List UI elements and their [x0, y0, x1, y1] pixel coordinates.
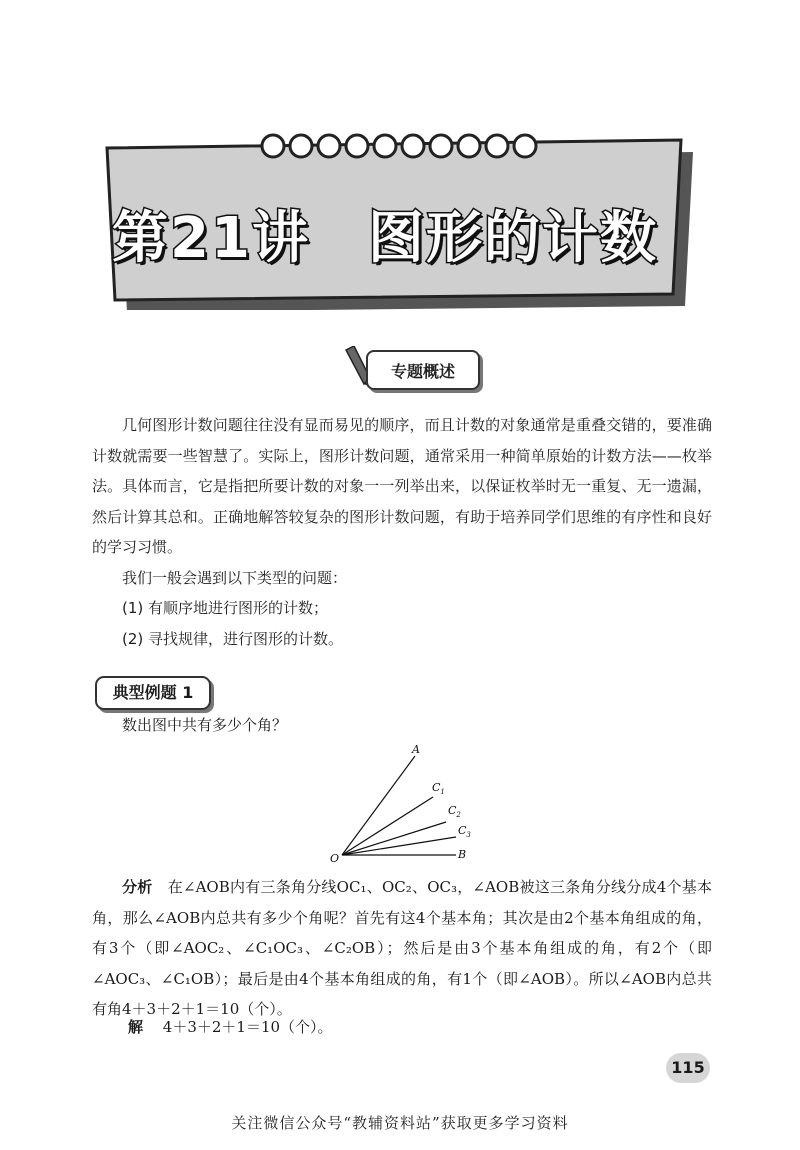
label-O: O: [330, 852, 340, 865]
example-tag: [95, 676, 211, 710]
page-number: 115: [666, 1053, 710, 1083]
chapter-banner: [105, 130, 697, 310]
solution-label: 解: [128, 1018, 144, 1036]
label-B: B: [458, 848, 467, 861]
intro-lead: 我们一般会遇到以下类型的问题：: [122, 568, 348, 587]
list-item: (2) 寻找规律，进行图形的计数。: [122, 629, 344, 648]
solution-line: [128, 1016, 333, 1037]
footer-note: 关注微信公众号“教辅资料站”获取更多学习资料: [231, 1114, 569, 1132]
solution-text: 4＋3＋2＋1＝10（个）。: [162, 1018, 333, 1036]
example-tag-label: 典型例题 1: [112, 683, 194, 702]
ray-OC1: [342, 797, 433, 855]
analysis-text: 在∠AOB内有三条角分线OC₁、OC₂、OC₃，∠AOB被这三条角分线分成4个基本角，那么∠AOB内总共有多少个角呢？首先有这4个基本角；其次是由2个基本角组成的角，有3个（即∠AOC₂、∠C₁OC₃、∠C₂OB）；然后是由3个基本角组成的角，有2个（即∠AOC₃、∠C₁OB）；最后是由4个基本角组成的角，有1个（即∠AOB）。所以∠AOB内总共有角4＋3＋2＋1＝10（个）。: [92, 878, 712, 1018]
list-item: (1) 有顺序地进行图形的计数；: [122, 599, 329, 617]
label-C2: $C_2$: [448, 804, 461, 819]
section-label: 专题概述: [390, 362, 455, 381]
label-C3: $C_3$: [458, 824, 471, 839]
ray-OC2: [342, 822, 446, 855]
angle-figure: [320, 740, 490, 870]
example-question: 数出图中共有多少个角？: [122, 716, 288, 734]
ray-OA: [342, 756, 415, 855]
chapter-title: 第21讲 图形的计数: [112, 206, 658, 271]
intro-block: [92, 410, 712, 654]
intro-paragraph: 几何图形计数问题往往没有显而易见的顺序，而且计数的对象通常是重叠交错的，要准确计数就需要一些智慧了。实际上，图形计数问题，通常采用一种简单原始的计数方法——枚举法。具体而言，它是指把所要计数的对象一一列举出来，以保证枚举时无一重复、无一遗漏，然后计算其总和。正确地解答较复杂的图形计数问题，有助于培养同学们思维的有序性和良好的学习习惯。: [92, 416, 712, 556]
label-A: A: [412, 743, 420, 756]
ray-OC3: [342, 837, 456, 855]
label-C1: $C_1$: [432, 781, 445, 796]
analysis-block: [92, 872, 712, 1025]
analysis-label: 分析: [122, 878, 153, 896]
section-label-box: [366, 350, 480, 390]
